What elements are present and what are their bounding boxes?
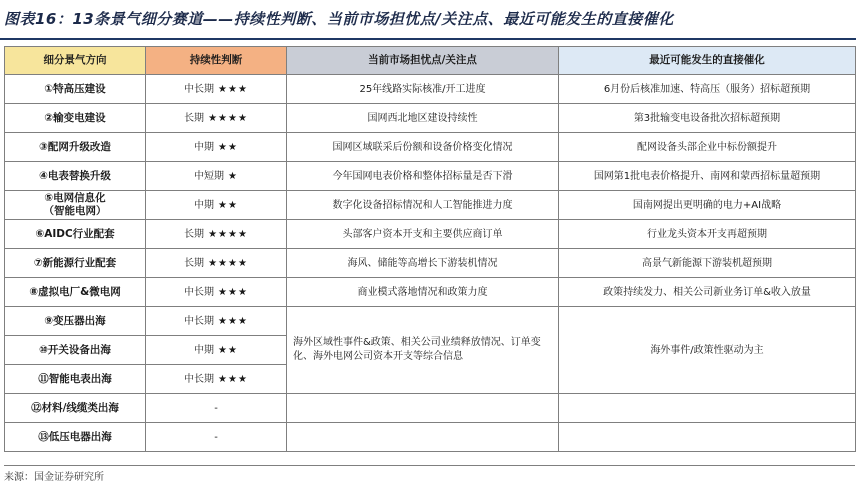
direction-cell: ⑥AIDC行业配套 bbox=[5, 220, 146, 249]
term-label: 长期 bbox=[184, 257, 205, 269]
term-label: 中期 bbox=[194, 344, 215, 356]
table-row bbox=[5, 278, 856, 307]
direction-cell: ⑬低压电器出海 bbox=[5, 423, 146, 452]
catalyst-cell: 国网第1批电表价格提升、南网和蒙西招标量超预期 bbox=[559, 162, 856, 191]
title-bar bbox=[0, 0, 856, 36]
concern-cell: 25年线路实际核准/开工进度 bbox=[287, 75, 559, 104]
catalyst-cell: 第3批输变电设备批次招标超预期 bbox=[559, 104, 856, 133]
star-rating: ★★★ bbox=[218, 286, 248, 298]
term-label: 中长期 bbox=[184, 83, 215, 95]
direction-subline: （智能电网） bbox=[43, 205, 107, 217]
star-rating: ★★★ bbox=[218, 373, 248, 385]
title-rule bbox=[0, 38, 856, 40]
sustainability-cell bbox=[146, 278, 287, 307]
star-rating: ★★★ bbox=[218, 83, 248, 95]
term-label: 中长期 bbox=[184, 286, 215, 298]
term-label: 长期 bbox=[184, 228, 205, 240]
direction-cell: ③配网升级改造 bbox=[5, 133, 146, 162]
sustainability-cell bbox=[146, 191, 287, 220]
term-label: 中期 bbox=[194, 141, 215, 153]
star-rating: ★★★★ bbox=[208, 112, 248, 124]
catalyst-cell: 6月份后核准加速、特高压（服务）招标超预期 bbox=[559, 75, 856, 104]
sustainability-cell bbox=[146, 423, 287, 452]
sustainability-cell bbox=[146, 249, 287, 278]
direction-cell: ②输变电建设 bbox=[5, 104, 146, 133]
sustainability-cell bbox=[146, 336, 287, 365]
sustainability-cell bbox=[146, 365, 287, 394]
table-row bbox=[5, 220, 856, 249]
catalyst-cell: 国南网提出更明确的电力+AI战略 bbox=[559, 191, 856, 220]
table-header-row bbox=[5, 47, 856, 75]
header-concern: 当前市场担忧点/关注点 bbox=[287, 47, 559, 75]
sustainability-cell bbox=[146, 307, 287, 336]
direction-cell: ④电表替换升级 bbox=[5, 162, 146, 191]
direction-cell: ⑦新能源行业配套 bbox=[5, 249, 146, 278]
star-rating: ★ bbox=[228, 170, 238, 182]
header-sustainability: 持续性判断 bbox=[146, 47, 287, 75]
table-row bbox=[5, 104, 856, 133]
direction-cell: ⑫材料/线缆类出海 bbox=[5, 394, 146, 423]
direction-cell: ①特高压建设 bbox=[5, 75, 146, 104]
header-catalyst: 最近可能发生的直接催化 bbox=[559, 47, 856, 75]
sector-table bbox=[4, 46, 856, 452]
sustainability-cell bbox=[146, 75, 287, 104]
concern-cell: 国网区域联采后份额和设备价格变化情况 bbox=[287, 133, 559, 162]
overseas-catalyst-cell: 海外事件/政策性驱动为主 bbox=[559, 307, 856, 394]
star-rating: ★★★★ bbox=[208, 228, 248, 240]
table-row bbox=[5, 162, 856, 191]
table-row bbox=[5, 249, 856, 278]
term-label: 中期 bbox=[194, 199, 215, 211]
catalyst-cell: 配网设备头部企业中标份额提升 bbox=[559, 133, 856, 162]
direction-cell: ⑧虚拟电厂&微电网 bbox=[5, 278, 146, 307]
term-label: 中长期 bbox=[184, 315, 215, 327]
concern-cell bbox=[287, 394, 559, 423]
concern-cell: 海风、储能等高增长下游装机情况 bbox=[287, 249, 559, 278]
table-row bbox=[5, 423, 856, 452]
chart-title: 图表16：13条景气细分赛道——持续性判断、当前市场担忧点/关注点、最近可能发生的直接催化 bbox=[4, 10, 674, 28]
source-note: 来源：国金证券研究所 bbox=[4, 472, 104, 483]
concern-cell bbox=[287, 423, 559, 452]
direction-cell: ⑨变压器出海 bbox=[5, 307, 146, 336]
sustainability-cell bbox=[146, 104, 287, 133]
concern-cell: 商业模式落地情况和政策力度 bbox=[287, 278, 559, 307]
term-label: - bbox=[214, 402, 218, 414]
table-row bbox=[5, 133, 856, 162]
sustainability-cell bbox=[146, 133, 287, 162]
direction-cell: ⑩开关设备出海 bbox=[5, 336, 146, 365]
table-row bbox=[5, 307, 856, 336]
direction-cell bbox=[5, 191, 146, 220]
term-label: - bbox=[214, 431, 218, 443]
term-label: 中短期 bbox=[194, 170, 225, 182]
sustainability-cell bbox=[146, 394, 287, 423]
catalyst-cell bbox=[559, 423, 856, 452]
bottom-rule bbox=[4, 465, 855, 466]
direction-line: ⑤电网信息化 bbox=[44, 192, 106, 204]
table-row bbox=[5, 75, 856, 104]
star-rating: ★★ bbox=[218, 199, 238, 211]
star-rating: ★★ bbox=[218, 344, 238, 356]
sustainability-cell bbox=[146, 220, 287, 249]
star-rating: ★★★★ bbox=[208, 257, 248, 269]
star-rating: ★★ bbox=[218, 141, 238, 153]
concern-cell: 国网西北地区建设持续性 bbox=[287, 104, 559, 133]
term-label: 中长期 bbox=[184, 373, 215, 385]
catalyst-cell: 高景气新能源下游装机超预期 bbox=[559, 249, 856, 278]
catalyst-cell: 政策持续发力、相关公司新业务订单&收入放量 bbox=[559, 278, 856, 307]
catalyst-cell bbox=[559, 394, 856, 423]
concern-cell: 头部客户资本开支和主要供应商订单 bbox=[287, 220, 559, 249]
concern-cell: 数字化设备招标情况和人工智能推进力度 bbox=[287, 191, 559, 220]
table-row bbox=[5, 394, 856, 423]
header-direction: 细分景气方向 bbox=[5, 47, 146, 75]
sustainability-cell bbox=[146, 162, 287, 191]
catalyst-cell: 行业龙头资本开支再超预期 bbox=[559, 220, 856, 249]
direction-cell: ⑪智能电表出海 bbox=[5, 365, 146, 394]
table-row bbox=[5, 191, 856, 220]
concern-cell: 今年国网电表价格和整体招标量是否下滑 bbox=[287, 162, 559, 191]
overseas-concern-cell: 海外区域性事件&政策、相关公司业绩释放情况、订单变化、海外电网公司资本开支等综合信息 bbox=[287, 307, 559, 394]
star-rating: ★★★ bbox=[218, 315, 248, 327]
term-label: 长期 bbox=[184, 112, 205, 124]
